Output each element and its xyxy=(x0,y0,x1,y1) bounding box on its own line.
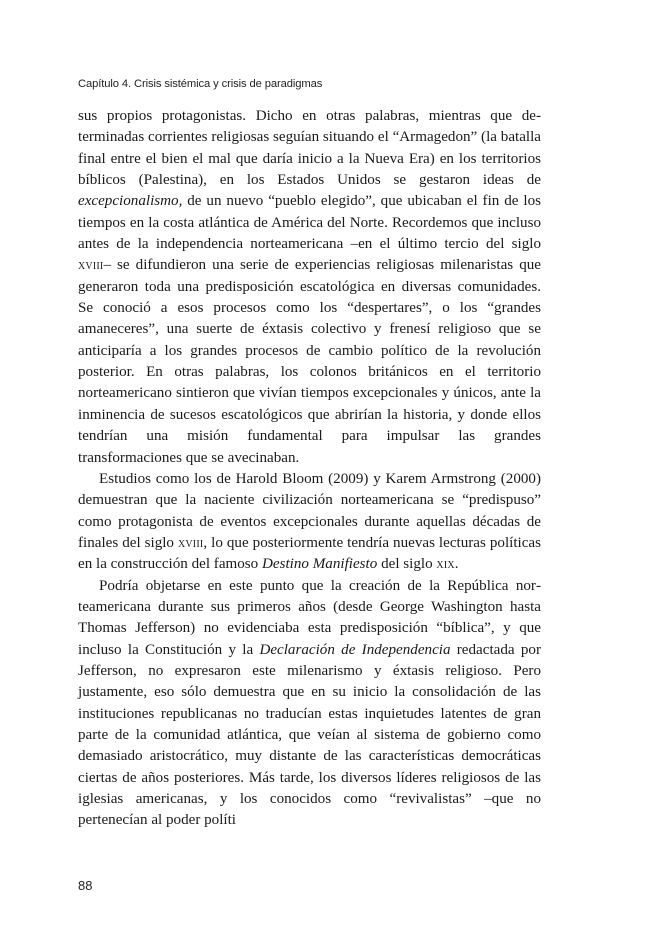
p1-text-2: de un nuevo “pueblo elegido”, que ubicaban el fin de los tiempos en la costa atlántica de América del Norte. Recordemos que incluso antes de la independencia norteamericana –en el último tercio del siglo xyxy=(78,193,541,253)
p3-italic-declaracion: Declaración de Independencia xyxy=(259,641,451,658)
p3-text-1: Podría objetarse en este punto que la creación de la República norteamericana durante sus primeros años (desde George Washington hasta Thomas Jefferson) no evidenciaba esta predisposición “bíblica”, y que incluso la Constitución y la xyxy=(78,577,541,658)
p2-italic-destino-manifiesto: Destino Manifiesto xyxy=(262,556,378,573)
p2-century-xix: xix xyxy=(436,557,455,573)
p2-text-3: del siglo xyxy=(377,556,437,573)
p2-text-1: Estudios como los de Harold Bloom (2009) y Karem Armstrong (2000) demuestran que la naciente civilización norteamericana se “predispuso” como protagonista de eventos excepcionales durante aquellas décadas de finales del siglo xyxy=(78,470,541,551)
p2-century-xviii: xviii xyxy=(177,535,204,551)
p1-text-1: sus propios protagonistas. Dicho en otras palabras, mientras que determinadas corrientes religiosas seguían situando el “Armagedon” (la batalla final entre el bien el mal que daría inicio a la Nueva Era) en los territorios bíblicos (Palestina), en los Estados Unidos se gestaron ideas de xyxy=(78,108,541,189)
paragraph-3 xyxy=(78,576,541,832)
paragraph-1 xyxy=(78,106,541,469)
p2-text-2: , lo que posteriormente tendría nuevas lecturas políticas en la construcción del famoso xyxy=(78,534,541,573)
body-text xyxy=(78,106,541,832)
paragraph-2 xyxy=(78,469,541,576)
page-number: 88 xyxy=(78,878,93,893)
p1-italic-excepcionalismo: excepcionalismo, xyxy=(78,193,183,210)
p2-text-4: . xyxy=(454,556,459,573)
running-header: Capítulo 4. Crisis sistémica y crisis de paradigmas xyxy=(78,78,323,90)
p1-century-xviii: xviii xyxy=(78,258,104,274)
p3-text-2: redactada por Jefferson, no expresaron este milenarismo y éxtasis religioso. Pero justamente, eso sólo demuestra que en su inicio la consolidación de las instituciones republicanas no traducían estas inquietudes latentes de gran parte de la comunidad atlántica, que veían al sistema de gobierno como demasiado aristocrático, muy distante de las características democráticas ciertas de años posteriores. Más tarde, los diversos líderes religiosos de las iglesias americanas, y los conocidos como “revivalistas” –que no pertenecían al poder políti xyxy=(78,641,541,829)
p1-text-3: – se difundieron una serie de experiencias religiosas milenaristas que generaron toda una predisposición escatológica en diversas comunidades. Se conoció a esos procesos como los “despertares”, o los “grandes amaneceres”, una suerte de éxtasis colectivo y frenesí religioso que se anticiparía a los grandes procesos de cambio político de la revolución posterior. En otras palabras, los colonos británicos en el territorio norteamericano sintieron que vivían tiempos excepcionales y únicos, ante la inminencia de sucesos escatológicos que abrirían la historia, y donde ellos tendrían una misión fundamental para impulsar las grandes transformaciones que se avecinaban. xyxy=(78,257,541,466)
